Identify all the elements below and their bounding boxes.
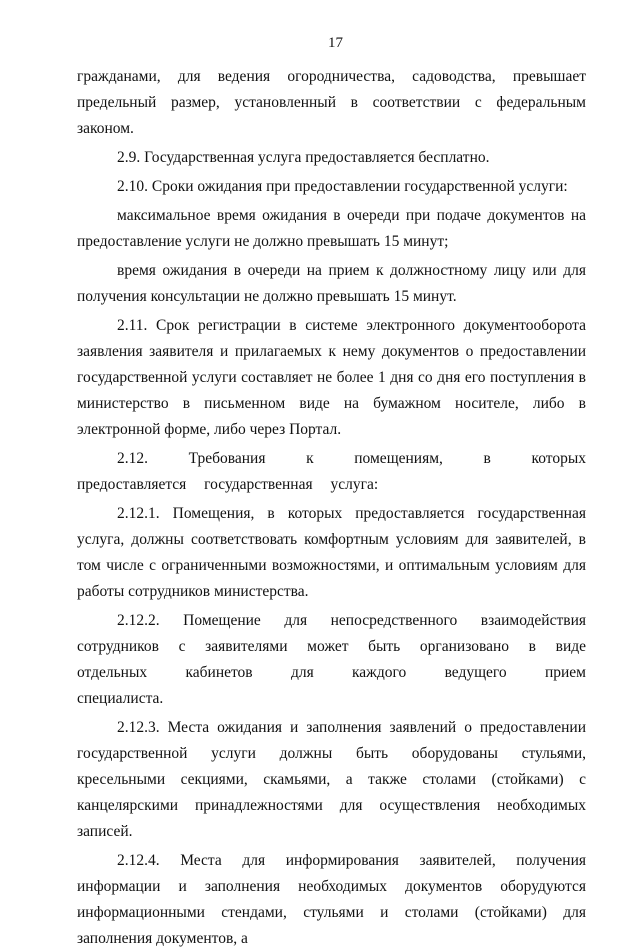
paragraph-2-12: 2.12. Требования к помещениям, в которых предоставляется государственная услуга: [77, 450, 586, 493]
paragraph-2-11: 2.11. Срок регистрации в системе электронного документооборота заявления заявителя и прилагаемых к нему документов о предоставлении государственной услуги составляет не более 1 дня со дня его поступления в министерство в письменном виде на бумажном носителе, либо в электронной форме, либо через Портал. [77, 317, 586, 438]
paragraph-2-12-3: 2.12.3. Места ожидания и заполнения заявлений о предоставлении государственной услуги должны быть оборудованы стульями, кресельными секциями, скамьями, а также столами (стойками) с канцелярскими принадлежностями для осуществления необходимых записей. [77, 719, 586, 840]
paragraph-2-12-1: 2.12.1. Помещения, в которых предоставляется государственная услуга, должны соответствовать комфортным условиям для заявителей, в том числе с ограниченными возможностями, и оптимальным условиям для работы сотрудников министерства. [77, 505, 586, 600]
paragraph-2-12-2: 2.12.2. Помещение для непосредственного взаимодействия сотрудников с заявителями может быть организовано в виде отдельных кабинетов для каждого ведущего прием специалиста. [77, 612, 586, 707]
paragraph-2-12-4: 2.12.4. Места для информирования заявителей, получения информации и заполнения необходимых документов оборудуются информационными стендами, стульями и столами (стойками) для заполнения документов, а [77, 852, 586, 947]
paragraph-max-wait: максимальное время ожидания в очереди при подаче документов на предоставление услуги не должно превышать 15 минут; [77, 207, 586, 250]
paragraph-2-9: 2.9. Государственная услуга предоставляется бесплатно. [117, 149, 490, 166]
paragraph-continuation: гражданами, для ведения огородничества, садоводства, превышает предельный размер, установленный в соответствии с федеральным законом. [77, 68, 586, 137]
paragraph-2-10: 2.10. Сроки ожидания при предоставлении государственной услуги: [117, 178, 568, 195]
paragraph-wait-reception: время ожидания в очереди на прием к должностному лицу или для получения консультации не должно превышать 15 минут. [77, 262, 586, 305]
page-number: 17 [328, 35, 343, 51]
